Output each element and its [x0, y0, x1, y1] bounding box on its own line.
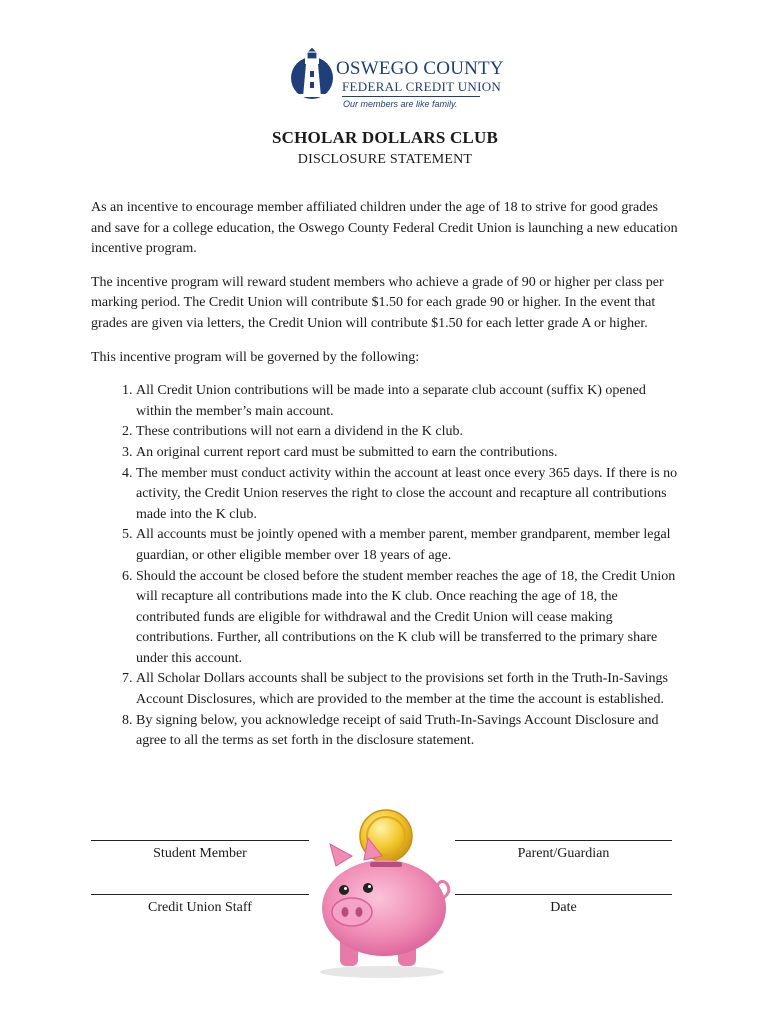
term-item: 8. By signing below, you acknowledge receipt of said Truth-In-Savings Account Disclosure and agree to all the terms as set forth in the disclosure statement.	[136, 711, 681, 752]
staff-signature-line[interactable]	[91, 894, 309, 895]
term-item: 1. All Credit Union contributions will be made into a separate club account (suffix K) opened within the member’s main account.	[136, 381, 681, 422]
term-item: 7. All Scholar Dollars accounts shall be subject to the provisions set forth in the Truth-In-Savings Account Disclosures, which are provided to the member at the time the account is established.	[136, 669, 681, 710]
document-title: SCHOLAR DOLLARS CLUB	[272, 128, 498, 147]
lighthouse-logo-icon	[290, 44, 336, 104]
logo-name-line1: OSWEGO COUNTY	[336, 58, 504, 79]
term-item: 4. The member must conduct activity within the account at least once every 365 days. If there is no activity, the Credit Union reserves the right to close the account and recapture all contributions made into the K club.	[136, 464, 681, 526]
date-signature-line[interactable]	[455, 894, 672, 895]
logo-name-line2: FEDERAL CREDIT UNION	[342, 79, 502, 94]
student-signature-label: Student Member	[153, 846, 247, 861]
date-signature-label: Date	[550, 900, 577, 915]
document-body	[91, 198, 681, 752]
parent-signature-label: Parent/Guardian	[517, 846, 610, 861]
reward-paragraph: The incentive program will reward student members who achieve a grade of 90 or higher per class per marking period. The Credit Union will contribute $1.50 for each grade 90 or higher. In the event that grades are given via letters, the Credit Union will contribute $1.50 for each letter grade A or higher.	[91, 274, 664, 331]
document-subtitle: DISCLOSURE STATEMENT	[297, 152, 473, 167]
parent-signature-line[interactable]	[455, 840, 672, 841]
intro-paragraph: As an incentive to encourage member affiliated children under the age of 18 to strive for good grades and save for a college education, the Oswego County Federal Credit Union is launching a new education incentive program.	[91, 200, 678, 257]
governance-paragraph: This incentive program will be governed by the following:	[91, 349, 420, 365]
student-signature-line[interactable]	[91, 840, 309, 841]
piggy-bank-with-coin-icon	[306, 808, 456, 980]
terms-list	[91, 381, 681, 752]
credit-union-logo	[290, 44, 504, 109]
term-item: 2. These contributions will not earn a dividend in the K club.	[136, 422, 681, 443]
term-item: 3. An original current report card must be submitted to earn the contributions.	[136, 443, 681, 464]
staff-signature-label: Credit Union Staff	[148, 900, 252, 915]
logo-tagline: Our members are like family.	[343, 99, 458, 109]
term-item: 6. Should the account be closed before the student member reaches the age of 18, the Credit Union will recapture all contributions made into the K club. Once reaching the age of 18, the contributed funds are eligible for withdrawal and the Credit Union will cease making contributions. Further, all contributions on the K club will be transferred to the primary share under this account.	[136, 567, 681, 670]
term-item: 5. All accounts must be jointly opened with a member parent, member grandparent, member legal guardian, or other eligible member over 18 years of age.	[136, 525, 681, 566]
logo-divider	[342, 96, 480, 97]
